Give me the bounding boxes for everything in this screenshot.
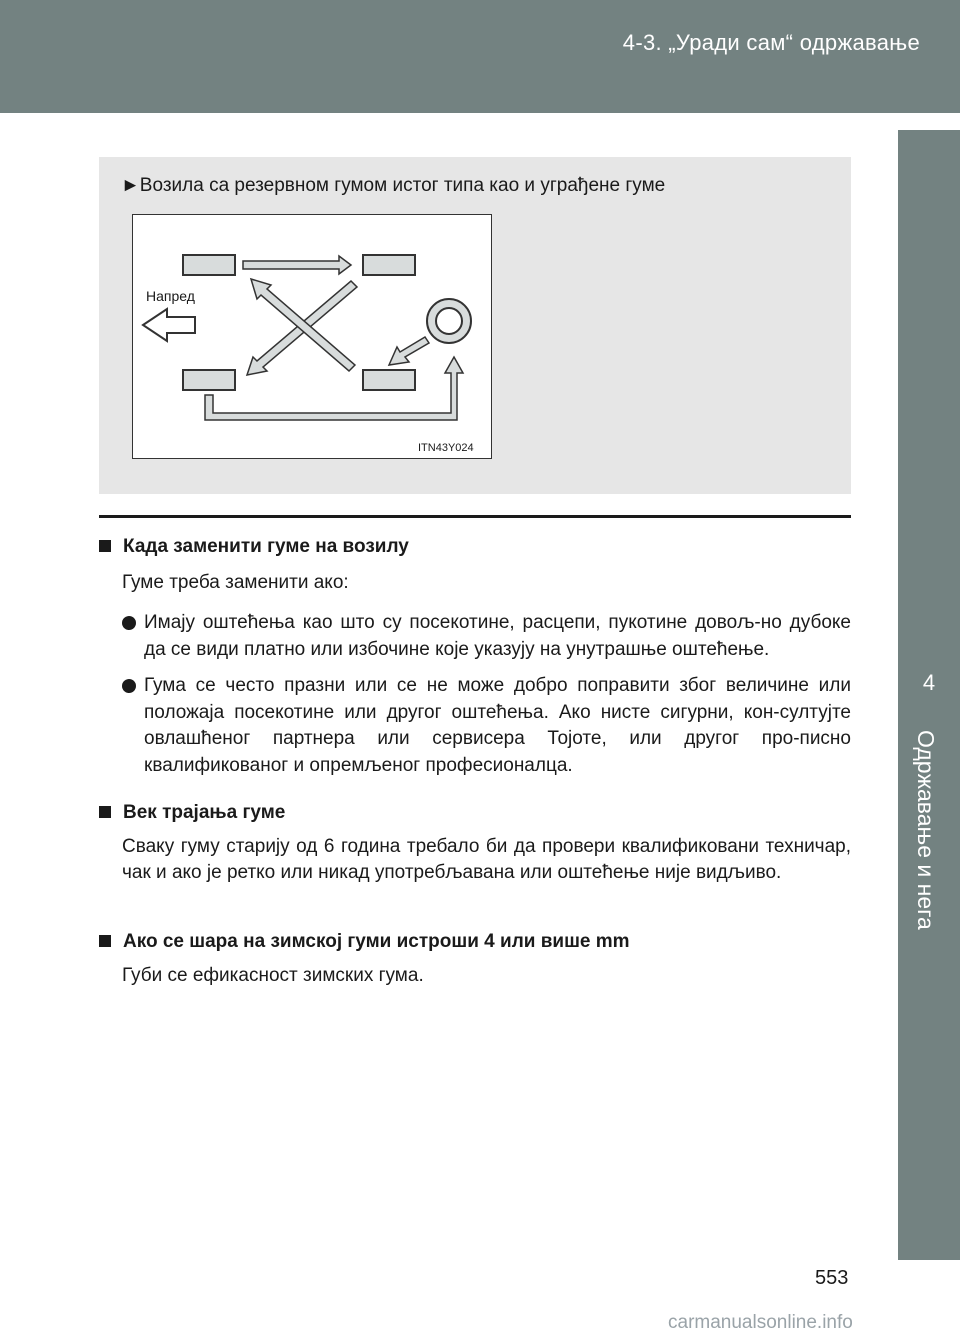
square-bullet-icon bbox=[99, 806, 111, 818]
square-bullet-icon bbox=[99, 540, 111, 552]
watermark: carmanualsonline.info bbox=[668, 1312, 853, 1333]
section-tire-lifespan bbox=[99, 800, 851, 886]
section-heading: Век трајања гуме bbox=[99, 800, 851, 826]
chapter-title: 4-3. „Уради сам“ одржавање bbox=[622, 30, 920, 55]
front-direction-arrow bbox=[143, 309, 195, 341]
bullet-dot-icon bbox=[122, 616, 136, 630]
page-header bbox=[0, 0, 960, 113]
chapter-label: Одржавање и нега bbox=[913, 730, 939, 930]
front-label: Напред bbox=[146, 288, 195, 304]
page-number: 553 bbox=[815, 1267, 849, 1289]
tire-rear-left bbox=[183, 370, 235, 390]
chapter-number: 4 bbox=[922, 670, 936, 695]
figure-caption: ►Возила са резервном гумом истог типа као и уграђене гуме bbox=[121, 175, 666, 196]
section-text: Сваку гуму старију од 6 година требало би да провери квалификовани техничар, чак и ако је ретко или никад употребљавана или оштећење није видљиво. bbox=[122, 836, 851, 883]
section-divider bbox=[99, 515, 851, 518]
figure-panel bbox=[99, 157, 851, 494]
tire-rear-right bbox=[363, 370, 415, 390]
figure-code: ITN43Y024 bbox=[418, 442, 474, 454]
square-bullet-icon bbox=[99, 935, 111, 947]
section-heading: Када заменити гуме на возилу bbox=[99, 534, 851, 560]
chapter-side-tab bbox=[898, 130, 960, 1260]
section-winter-tread bbox=[99, 929, 851, 989]
bullet-dot-icon bbox=[122, 679, 136, 693]
section-text: Губи се ефикасност зимских гума. bbox=[122, 965, 424, 986]
tire-rotation-diagram bbox=[132, 214, 492, 459]
rotation-diagram-svg bbox=[133, 215, 491, 458]
section-when-to-replace bbox=[99, 534, 851, 779]
tire-front-right bbox=[363, 255, 415, 275]
list-item: Имају оштећења као што су посекотине, расцепи, пукотине довољ-но дубоке да се види платно или избочине које указују на унутрашње оштећење. bbox=[122, 610, 851, 663]
section-intro: Гуме треба заменити ако: bbox=[122, 572, 349, 593]
section-heading: Ако се шара на зимској гуми истроши 4 или више mm bbox=[99, 929, 851, 955]
tire-front-left bbox=[183, 255, 235, 275]
list-item: Гума се често празни или се не може добро поправити због величине или положаја посекотине или другог оштећења. Ако нисте сигурни, кон-султујте овлашћеног партнера или сервисера Тојоте, или другог про-писно квалификованог и опремљеног професионалца. bbox=[122, 673, 851, 779]
